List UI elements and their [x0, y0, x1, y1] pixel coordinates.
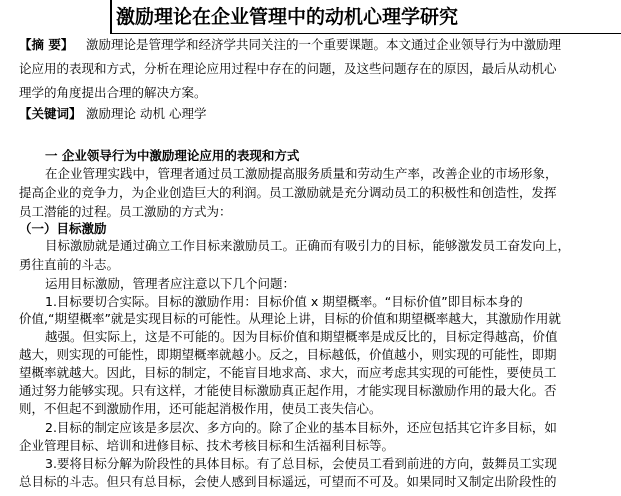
paragraph-line: 望概率就越大。因此，目标的制定，不能盲目地求高、求大，而应考虑其实现的可能性，要使员工 — [19, 365, 557, 380]
paragraph-line: 则，不但起不到激励作用，还可能起消极作用，使员工丧失信心。 — [19, 401, 382, 416]
paragraph-line: 目标激励就是通过确立工作目标来激励员工。正确而有吸引力的目标，能够激发员工奋发向上， — [45, 238, 571, 253]
paragraph-line: 提高企业的竞争力，为企业创造巨大的利润。员工激励就是充分调动员工的积极性和创造性，发挥 — [19, 185, 557, 200]
abstract-line: 理学的角度提出合理的解决方案。 — [19, 85, 207, 100]
paragraph-line: 总目标的斗志。但只有总目标，会使人感到目标遥远，可望而不可及。如果同时又制定出阶段性的 — [19, 474, 557, 489]
page-title: 激励理论在企业管理中的动机心理学研究 — [116, 6, 459, 28]
paragraph-line: 运用目标激励，管理者应注意以下几个问题： — [45, 276, 296, 291]
paragraph-line: 员工潜能的过程。员工激励的方式为： — [19, 204, 232, 219]
section-heading: 一 企业领导行为中激励理论应用的表现和方式 — [45, 148, 300, 163]
abstract-line: 激励理论是管理学和经济学共同关注的一个重要课题。本文通过企业领导行为中激励理 — [86, 37, 562, 52]
paragraph-line: 越大，则实现的可能性，即期望概率就越小。反之，目标越低，价值越小，则实现的可能性，即期 — [19, 347, 557, 362]
paragraph-line: 价值,“期望概率”就是实现目标的可能性。从理论上讲，目标的价值和期望概率越大，其激励作用就 — [19, 311, 561, 326]
paragraph-line: 越强。但实际上，这是不可能的。因为目标价值和期望概率是成反比的，目标定得越高，价值 — [45, 329, 558, 344]
paragraph-line: 2.目标的制定应该是多层次、多方向的。除了企业的基本目标外，还应包括其它许多目标，如 — [45, 420, 557, 435]
title-left-rule — [110, 0, 112, 34]
paragraph-line: 通过努力能够实现。只有这样，才能使目标激励真正起作用，才能实现目标激励作用的最大化。否 — [19, 383, 557, 398]
title-bottom-rule — [110, 33, 621, 34]
abstract-line: 论应用的表现和方式，分析在理论应用过程中存在的问题，及这些问题存在的原因，最后从动机心 — [19, 61, 557, 76]
paragraph-line: 3.要将目标分解为阶段性的具体目标。有了总目标，会使员工看到前进的方向，鼓舞员工实现 — [45, 456, 557, 471]
abstract-label: 【摘 要】 — [19, 37, 74, 52]
paragraph-line: 企业管理目标、培训和进修目标、技术考核目标和生活福利目标等。 — [19, 438, 395, 453]
keywords-text: 激励理论 动机 心理学 — [86, 106, 207, 121]
subsection-heading: （一）目标激励 — [19, 221, 107, 236]
paragraph-line: 勇往直前的斗志。 — [19, 257, 120, 272]
paragraph-line: 在企业管理实践中，管理者通过员工激励提高服务质量和劳动生产率，改善企业的市场形象， — [45, 166, 558, 181]
keywords-label: 【关键词】 — [19, 106, 82, 121]
paragraph-line: 1.目标要切合实际。目标的激励作用：目标价值 x 期望概率。“目标价值”即目标本身的 — [45, 294, 523, 309]
